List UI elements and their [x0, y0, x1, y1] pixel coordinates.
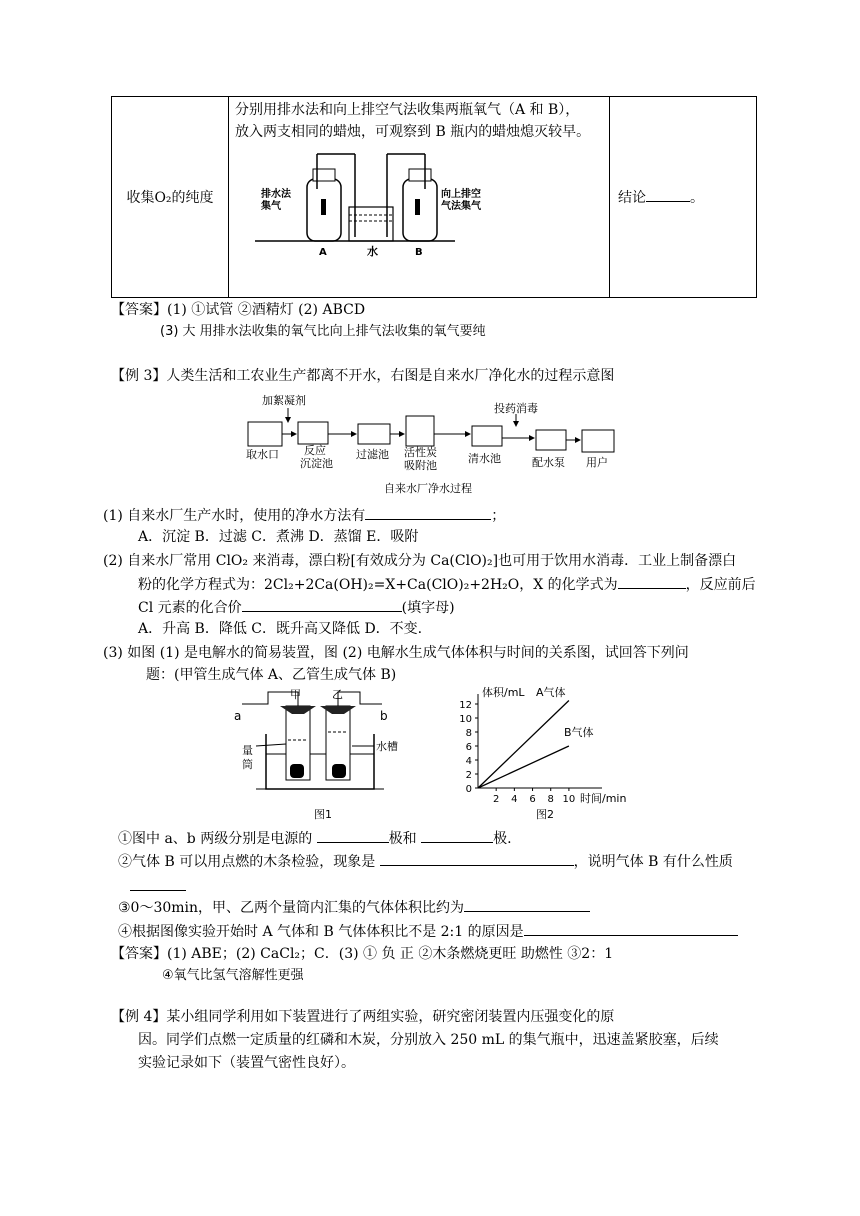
flow-node-pump: 配水泵 [532, 456, 565, 469]
chart-y-tick-label: 10 [459, 714, 472, 725]
desc-line-1: 分别用排水法和向上排空气法收集两瓶氧气（A 和 B）， [235, 102, 580, 118]
question-1 [103, 505, 505, 526]
fig-right-label-2: 气法集气 [441, 201, 481, 212]
s1-text-a: ①图中 a、b 两级分别是电源的 [118, 831, 313, 847]
fig-left-label-1: 排水法 [261, 189, 291, 200]
fig-label-water: 水 [367, 245, 378, 258]
answer-3-line-2: ④氧气比氢气溶解性更强 [162, 968, 304, 983]
chart-y-tick-label: 6 [465, 742, 472, 753]
cylinder-label-1: 量 [242, 744, 253, 757]
experiment-table [111, 96, 757, 298]
desc-line-2: 放入两支相同的蜡烛，可观察到 B 瓶内的蜡烛熄灭较早。 [235, 124, 591, 140]
chart-y-tick-label: 2 [465, 770, 472, 781]
chart-y-tick-label: 0 [465, 784, 472, 795]
question-3-line-2: 题：(甲管生成气体 A、乙管生成气体 B) [146, 667, 397, 683]
example-3-title: 【例 3】人类生活和工农业生产都离不开水，右图是自来水厂净化水的过程示意图 [111, 368, 615, 384]
fig-right-label-1: 向上排空 [441, 189, 481, 200]
q2-text-c: Cl 元素的化合价 [138, 600, 242, 616]
series-a-label: A气体 [536, 686, 566, 699]
sub-question-3 [118, 897, 590, 918]
q2-text-b: ，反应前后 [685, 577, 756, 593]
flow-label-disinfect: 投药消毒 [494, 402, 538, 415]
tube-jia-label: 甲 [290, 688, 301, 701]
flow-node-user: 用户 [586, 456, 608, 469]
sub-question-2-blank [130, 890, 186, 891]
q1-end: ； [491, 508, 506, 524]
chart-x-tick-label: 6 [529, 794, 536, 805]
tank-label: 水槽 [376, 740, 398, 753]
flow-caption: 自来水厂净水过程 [384, 482, 472, 495]
question-2-line-2 [138, 574, 756, 595]
electrolysis-figure [228, 684, 408, 822]
flow-node-filter: 过滤池 [356, 448, 389, 461]
chart-ylabel: 体积/mL [482, 686, 525, 699]
q2-text-a: 粉的化学方程式为：2Cl₂+2Ca(OH)₂=X+Ca(ClO)₂+2H₂O，X 的化学式为 [138, 577, 618, 593]
series-b-label: B气体 [564, 726, 594, 739]
chart-xlabel: 时间/min [580, 792, 627, 805]
sub-question-2 [118, 851, 733, 872]
figure-2-caption: 图2 [536, 808, 554, 821]
chart-y-tick-label: 4 [465, 756, 472, 767]
answer-1-line-1: 【答案】(1) ①试管 ②酒精灯 (2) ABCD [111, 302, 366, 318]
q1-text: (1) 自来水厂生产水时，使用的净水方法有 [103, 508, 366, 524]
example-4-line-1: 【例 4】某小组同学利用如下装置进行了两组实验，研究密闭装置内压强变化的原 [111, 1009, 615, 1025]
chart-x-tick-label: 8 [547, 794, 554, 805]
flow-node-carbon-1: 活性炭 [404, 446, 437, 459]
question-1-options: A．沉淀 B．过滤 C．煮沸 D．蒸馏 E．吸附 [138, 529, 419, 545]
question-3-line-1: (3) 如图 (1) 是电解水的简易装置，图 (2) 电解水生成气体体积与时间的关系图，试回答下列问 [103, 645, 689, 661]
chart-x-tick-label: 4 [511, 794, 518, 805]
example-4-line-2: 因。同学们点燃一定质量的红磷和木炭，分别放入 250 mL 的集气瓶中，迅速盖紧胶塞，后续 [138, 1032, 719, 1048]
flow-label-add-coagulant: 加絮凝剂 [262, 394, 306, 407]
conclusion-end: 。 [690, 190, 704, 206]
fig-label-A: A [319, 247, 327, 258]
fig-label-B: B [415, 247, 423, 258]
s1-text-b: 极和 [388, 831, 417, 847]
example-4-line-3: 实验记录如下（装置气密性良好）。 [138, 1055, 355, 1071]
sub-question-1 [118, 828, 512, 849]
flow-node-sediment-2: 沉淀池 [300, 457, 333, 470]
flow-node-intake: 取水口 [246, 448, 279, 461]
series-a-line [478, 701, 569, 789]
conclusion-cell [610, 97, 757, 298]
collection-apparatus-figure [255, 149, 505, 259]
gas-volume-chart [452, 684, 642, 822]
electrode-b-label: b [380, 709, 388, 723]
s1-text-c: 极. [493, 831, 512, 847]
tube-yi-label: 乙 [332, 688, 343, 701]
cylinder-label-2: 筒 [242, 758, 253, 771]
flow-node-clear-pool: 清水池 [468, 452, 501, 465]
flow-node-carbon-2: 吸附池 [404, 459, 437, 472]
flow-node-sediment-1: 反应 [304, 444, 326, 457]
s2-text-a: ②气体 B 可以用点燃的木条检验，现象是 [118, 854, 376, 870]
purification-flow-diagram [240, 388, 640, 498]
answer-1-line-2: (3) 大 用排水法收集的氧气比向上排气法收集的氧气要纯 [160, 324, 486, 339]
series-b-line [478, 746, 569, 788]
answer-3-line-1: 【答案】(1) ABE；(2) CaCl₂；C．(3) ① 负 正 ②木条燃烧更旺 助燃性 ③2：1 [111, 946, 614, 962]
question-2-line-3 [138, 597, 455, 618]
question-2-options: A．升高 B．降低 C．既升高又降低 D．不变. [138, 621, 423, 637]
row-label-cell [112, 97, 229, 298]
chart-y-tick-label: 12 [459, 700, 472, 711]
chart-y-tick-label: 8 [465, 728, 472, 739]
sub-question-4 [118, 921, 738, 942]
s4-text: ④根据图像实验开始时 A 气体和 B 气体体积比不是 2:1 的原因是 [118, 924, 524, 940]
s3-text: ③0～30min，甲、乙两个量筒内汇集的气体体积比约为 [118, 900, 465, 916]
row-label: 收集O₂的纯度 [126, 190, 214, 206]
s2-text-b: ，说明气体 B 有什么性质 [573, 854, 733, 870]
chart-x-tick-label: 10 [562, 794, 576, 805]
chart-x-tick-label: 2 [492, 794, 500, 805]
fig-left-label-2: 集气 [261, 201, 281, 212]
q2-text-d: (填字母) [401, 600, 455, 616]
conclusion-label: 结论 [618, 190, 646, 206]
figure-1-caption: 图1 [314, 808, 332, 821]
electrode-a-label: a [234, 709, 242, 723]
question-2-line-1: (2) 自来水厂常用 ClO₂ 来消毒，漂白粉[有效成分为 Ca(ClO)₂]也可用于饮用水消毒．工业上制备漂白 [103, 553, 737, 569]
description-cell [229, 97, 610, 298]
